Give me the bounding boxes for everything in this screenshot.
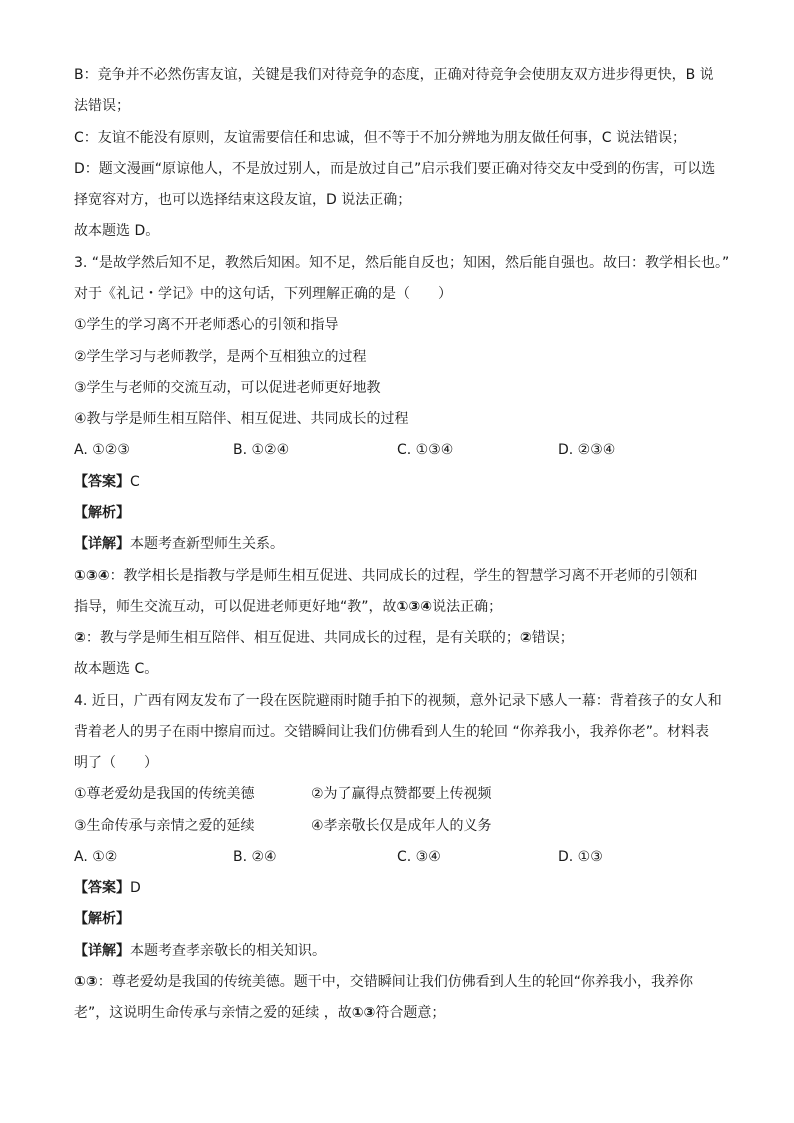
- q4-stem-line3: 明了（ ）: [74, 755, 158, 771]
- q3-option-d: D. ②③④: [558, 442, 616, 458]
- q3-answer-value: C: [130, 474, 140, 490]
- q4-answer-value: D: [130, 880, 141, 896]
- q3-item-4: ④教与学是师生相互陪伴、相互促进、共同成长的过程: [74, 411, 409, 427]
- carryover-option-b-line1: B：竞争并不必然伤害友谊，关键是我们对待竞争的态度，正确对待竞争会使朋友双方进步得更快，B 说: [74, 67, 714, 83]
- q3-exp2-end: 错误；: [531, 630, 574, 646]
- q3-stem-line2: 对于《礼记・学记》中的这句话，下列理解正确的是（ ）: [74, 286, 452, 302]
- q3-exp2-mark2: ②: [519, 630, 532, 646]
- q4-option-b: B. ②④: [233, 849, 277, 865]
- q3-option-c: C. ①③④: [397, 442, 454, 458]
- q3-answer: [74, 471, 724, 493]
- q4-detail-label: 【详解】: [74, 943, 130, 959]
- carryover-option-d-line1: D：题文漫画“原谅他人，不是放过别人，而是放过自己”启示我们要正确对待交友中受到的伤害，可以选: [74, 161, 716, 177]
- q4-exp1-text: ：尊老爱幼是我国的传统美德。题干中，交错瞬间让我们仿佛看到人生的轮回“你养我小，我养你: [97, 974, 693, 990]
- q3-detail-label: 【详解】: [74, 536, 130, 552]
- q4-item-1: ①尊老爱幼是我国的传统美德: [74, 786, 255, 802]
- q4-item-4: ④孝亲敬长仅是成年人的义务: [311, 818, 492, 834]
- q4-analysis-label: 【解析】: [74, 911, 130, 927]
- q3-exp1-text: ：教学相长是指教与学是师生相互促进、共同成长的过程，学生的智慧学习离不开老师的引领和: [109, 568, 698, 584]
- q3-detail: [74, 533, 724, 555]
- q3-exp1b-text: 指导，师生交流互动，可以促进老师更好地“教”，故: [74, 599, 397, 615]
- carryover-option-d-line2: 择宽容对方，也可以选择结束这段友谊，D 说法正确；: [74, 192, 412, 208]
- q4-detail-text: 本题考查孝亲敬长的相关知识。: [130, 943, 326, 959]
- q4-answer-label: 【答案】: [74, 880, 130, 896]
- q4-stem-line1: 4. 近日，广西有网友发布了一段在医院避雨时随手拍下的视频，意外记录下感人一幕：背着孩子的女人和: [74, 693, 722, 709]
- q4-option-a: A. ①②: [74, 849, 118, 865]
- carryover-option-b-line2: 法错误；: [74, 98, 130, 114]
- q3-explanation-1-line1: [74, 565, 724, 587]
- q3-stem-line1: 3. “是故学然后知不足，教然后知困。知不足，然后能自反也；知困，然后能自强也。故曰：教学相长也。”: [74, 255, 730, 271]
- q3-exp1-mark: ①③④: [74, 568, 110, 584]
- q4-explanation-1-line2: [74, 1002, 724, 1024]
- q4-answer: [74, 877, 724, 899]
- q4-item-3: ③生命传承与亲情之爱的延续: [74, 818, 255, 834]
- q3-analysis-label: 【解析】: [74, 505, 130, 521]
- carryover-conclusion: 故本题选 D。: [74, 223, 160, 239]
- q4-stem-line2: 背着老人的男子在雨中擦肩而过。交错瞬间让我们仿佛看到人生的轮回 “你养我小，我养你老”。材料表: [74, 724, 709, 740]
- q4-item-2: ②为了赢得点赞都要上传视频: [311, 786, 492, 802]
- q3-exp1b-mark: ①③④: [396, 599, 433, 615]
- q4-detail: [74, 940, 724, 962]
- q4-exp1b-text: 老”，这说明生命传承与亲情之爱的延续 ，故: [74, 1005, 352, 1021]
- q4-exp1b-end: 符合题意；: [375, 1005, 446, 1021]
- q4-exp1b-mark: ①③: [351, 1005, 376, 1021]
- q3-option-a: A. ①②③: [74, 442, 130, 458]
- q3-item-2: ②学生学习与老师教学，是两个互相独立的过程: [74, 349, 367, 365]
- q3-exp2-text: ：教与学是师生相互陪伴、相互促进、共同成长的过程，是有关联的；: [85, 630, 520, 646]
- q4-exp1-mark: ①③: [74, 974, 98, 990]
- q3-exp2-mark: ②: [74, 630, 86, 646]
- q3-conclusion: 故本题选 C。: [74, 661, 159, 677]
- carryover-option-c: C：友谊不能没有原则，友谊需要信任和忠诚，但不等于不加分辨地为朋友做任何事，C 说法错误；: [74, 130, 686, 146]
- q3-explanation-1-line2: [74, 596, 724, 618]
- q3-exp1b-end: 说法正确；: [432, 599, 503, 615]
- q4-option-c: C. ③④: [397, 849, 441, 865]
- q4-option-d: D. ①③: [558, 849, 603, 865]
- q4-explanation-1-line1: [74, 971, 724, 993]
- q3-answer-label: 【答案】: [74, 474, 130, 490]
- q3-option-b: B. ①②④: [233, 442, 290, 458]
- q3-explanation-2: [74, 627, 724, 649]
- q3-item-1: ①学生的学习离不开老师悉心的引领和指导: [74, 317, 339, 333]
- q3-detail-text: 本题考查新型师生关系。: [130, 536, 284, 552]
- q3-item-3: ③学生与老师的交流互动，可以促进老师更好地教: [74, 380, 381, 396]
